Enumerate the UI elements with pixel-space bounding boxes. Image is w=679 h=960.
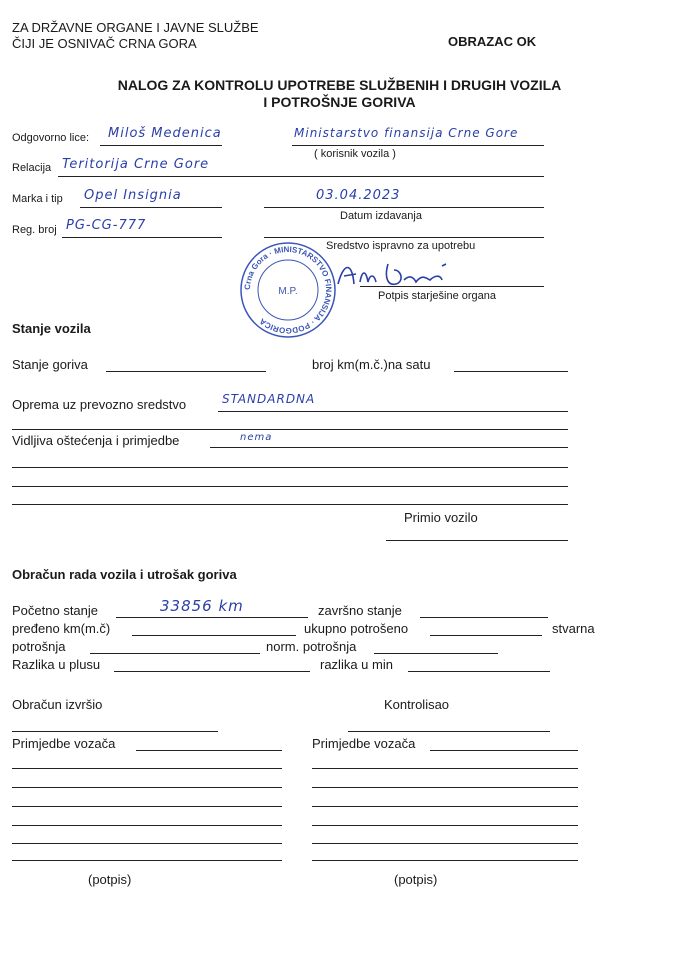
vehicle-ok-caption: Sredstvo ispravno za upotrebu <box>326 240 476 252</box>
driver-notes-right-line-5 <box>312 843 578 844</box>
controlled-label: Kontrolisao <box>384 697 450 712</box>
consumption-label: potrošnja <box>12 639 66 654</box>
plus-line <box>114 671 310 672</box>
reg-label: Reg. broj <box>12 224 57 236</box>
notes-line-3 <box>12 486 568 487</box>
driver-notes-right-line-1 <box>312 768 578 769</box>
damage-label: Vidljiva oštećenja i primjedbe <box>12 433 180 448</box>
driver-notes-left-line-3 <box>12 806 282 807</box>
distance-line <box>132 635 296 636</box>
route-value: Teritorija Crne Gore <box>62 157 210 172</box>
route-line <box>58 176 544 177</box>
form-title-line-1: NALOG ZA KONTROLU UPOTREBE SLUŽBENIH I DRUGIH VOZILA <box>117 77 562 93</box>
norm-line <box>374 653 498 654</box>
make-label: Marka i tip <box>12 193 63 205</box>
reg-line <box>62 237 222 238</box>
received-signature-line <box>386 540 568 541</box>
norm-label: norm. potrošnja <box>266 639 357 654</box>
user-line <box>292 145 544 146</box>
reg-value: PG-CG-777 <box>66 218 147 233</box>
signature-right-caption: (potpis) <box>394 872 438 887</box>
fuel-label: Stanje goriva <box>12 357 88 372</box>
driver-notes-left-line-0 <box>136 750 282 751</box>
equipment-label: Oprema uz prevozno sredstvo <box>12 397 187 412</box>
user-value: Ministarstvo finansija Crne Gore <box>294 126 519 140</box>
driver-notes-right-line-3 <box>312 806 578 807</box>
equipment-line <box>218 411 568 412</box>
stamp-center: M.P. <box>278 286 298 297</box>
head-signature-line <box>360 286 544 287</box>
driver-notes-right-line-4 <box>312 825 578 826</box>
driver-notes-right-line-0 <box>430 750 578 751</box>
make-line <box>80 207 222 208</box>
damage-line <box>210 447 568 448</box>
driver-notes-left-line-6 <box>12 860 282 861</box>
driver-notes-left-line-5 <box>12 843 282 844</box>
minus-line <box>408 671 550 672</box>
driver-notes-left-line-1 <box>12 768 282 769</box>
signature-left-caption: (potpis) <box>88 872 132 887</box>
fuel-line <box>106 371 266 372</box>
driver-notes-left-line-4 <box>12 825 282 826</box>
driver-notes-right-line-2 <box>312 787 578 788</box>
issuer-line-1: ZA DRŽAVNE ORGANE I JAVNE SLUŽBE <box>12 20 259 35</box>
responsible-line <box>100 145 222 146</box>
make-value: Opel Insignia <box>84 188 182 203</box>
vehicle-ok-line <box>264 237 544 238</box>
consumption-line <box>90 653 260 654</box>
date-caption: Datum izdavanja <box>340 210 422 222</box>
driver-notes-left-line-2 <box>12 787 282 788</box>
calculation-heading: Obračun rada vozila i utrošak goriva <box>12 567 237 582</box>
plus-label: Razlika u plusu <box>12 657 101 672</box>
total-label: ukupno potrošeno <box>304 621 409 636</box>
route-label: Relacija <box>12 162 52 174</box>
done-by-line <box>12 731 218 732</box>
notes-line-2 <box>12 467 568 468</box>
driver-notes-left-label: Primjedbe vozača <box>12 736 116 751</box>
distance-label: pređeno km(m.č) <box>12 621 111 636</box>
form-code: OBRAZAC OK <box>448 34 537 49</box>
damage-value: nema <box>240 432 273 443</box>
responsible-label: Odgovorno lice: <box>12 132 90 144</box>
date-value: 03.04.2023 <box>316 188 401 203</box>
controlled-line <box>348 731 550 732</box>
minus-label: razlika u min <box>320 657 393 672</box>
km-label: broj km(m.č.)na satu <box>312 357 431 372</box>
start-line <box>116 617 308 618</box>
date-line <box>264 207 544 208</box>
vehicle-state-heading: Stanje vozila <box>12 321 91 336</box>
head-signature-caption: Potpis starješine organa <box>378 290 497 302</box>
notes-line-1 <box>12 429 568 430</box>
done-by-label: Obračun izvršio <box>12 697 103 712</box>
form-title-line-2: I POTROŠNJE GORIVA <box>263 94 416 110</box>
total-line <box>430 635 542 636</box>
end-line <box>420 617 548 618</box>
issuer-line-2: ČIJI JE OSNIVAČ CRNA GORA <box>12 36 197 51</box>
start-label: Početno stanje <box>12 603 99 618</box>
driver-notes-right-label: Primjedbe vozača <box>312 736 416 751</box>
equipment-value: STANDARDNA <box>222 392 316 406</box>
notes-line-4 <box>12 504 568 505</box>
end-label: završno stanje <box>318 603 402 618</box>
responsible-value: Miloš Medenica <box>108 126 222 141</box>
start-value: 33856 km <box>160 597 244 615</box>
user-caption: ( korisnik vozila ) <box>314 148 396 160</box>
actual-label: stvarna <box>552 621 595 636</box>
km-line <box>454 371 568 372</box>
received-label: Primio vozilo <box>404 510 478 525</box>
driver-notes-right-line-6 <box>312 860 578 861</box>
stamp-ring-text: Crna Gora · MINISTARSTVO FINANSIJA · PODGORICA <box>242 244 334 336</box>
official-stamp <box>238 240 338 340</box>
